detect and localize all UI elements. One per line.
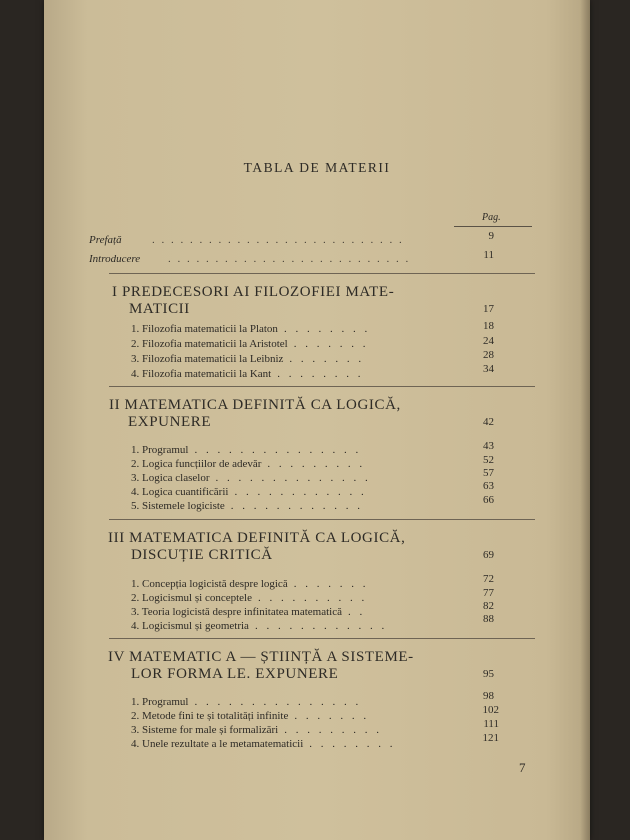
book-page: TABLA DE MATERII Pag. Prefață . . . . . . . . . . . . . . . . . . . . . . . . . . . 9 Introducere . . . . . . . . . . . . . . . . . . . . . . . . . . 11 I PREDECESORI AI FILOZOFIEI MATE- MATICII 17 1. Filozofia matematicii la Platon . . . . . . . . 18 2. Filozofia matematicii la Aristotel . . . . . . . 24 3. Filozofia matematicii la Leibniz . . . . . . . 28 4. Filozofia matematicii la Kant . . . . . . . . 34 II MATEMATICA DEFINITĂ CA LOGICĂ, EXPUNERE 42 1. Programul . . . . . . . . . . . . . . . 43 2. Logica funcțiilor de adevăr . . . . . . . . . 52 3. Logica claselor . . . . . . . . . . . . . . 57 4. Logica cuantificării . . . . . . . . . . . . 63 5. Sistemele logiciste . . . . . . . . . . . . 66 III MATEMATICA DEFINITĂ CA LOGICĂ, DISCUȚIE CRITICĂ 69 1. Concepția logicistă despre logică . . . . . . . 72 2. Logicismul și conceptele . . . . . . . . . . 77 3. Teoria logicistă despre infinitatea matematică . . 82 4. Logicismul și geometria . . . . . . . . . . . . 88 IV MATEMATIC A — ȘTIINȚĂ A SISTEME- LOR FORMA LE. EXPUNERE 95 1. Programul . . . . . . . . . . . . . . . 98 2. Metode fini te și totalități infinite . . . . . . . 102 3. Sisteme for male și formalizări . . . . . . . . . 111 4. Unele rezultate a le metamatematicii . . . . . . . . 121 7 [44, 0, 590, 840]
section-divider [109, 386, 535, 387]
toc-entry-preface: Prefață [89, 234, 122, 246]
chapter-title-cont: EXPUNERE [128, 414, 212, 430]
page-number-cell: 28 [483, 349, 494, 361]
toc-entry: 1. Filozofia matematicii la Platon . . . . . . . . [131, 323, 371, 335]
chapter-page: 42 [483, 416, 494, 428]
toc-entry: 4. Filozofia matematicii la Kant . . . . . . . . [131, 368, 364, 380]
page-column-underline [454, 226, 532, 227]
toc-entry: 5. Sistemele logiciste . . . . . . . . . . . . [131, 500, 364, 512]
page-number-cell: 66 [483, 494, 494, 506]
chapter-title: II MATEMATICA DEFINITĂ CA LOGICĂ, [109, 397, 401, 413]
toc-entry: 4. Logica cuantificării . . . . . . . . . . . . [131, 486, 367, 498]
page-number-cell: 88 [483, 613, 494, 625]
toc-entry: 2. Logicismul și conceptele . . . . . . . . . . [131, 592, 368, 604]
toc-entry: 2. Logica funcțiilor de adevăr . . . . . . . . . [131, 458, 366, 470]
page-number-cell: 121 [482, 732, 499, 744]
chapter-title-cont: MATICII [129, 301, 190, 317]
toc-entry: 4. Logicismul și geometria . . . . . . . . . . . . [131, 620, 388, 632]
page-number-cell: 9 [488, 230, 494, 242]
chapter-page: 17 [483, 303, 494, 315]
chapter-title: I PREDECESORI AI FILOZOFIEI MATE- [112, 284, 395, 300]
chapter-title: III MATEMATICA DEFINITĂ CA LOGICĂ, [108, 530, 406, 546]
section-divider [109, 519, 535, 520]
page-number-cell: 34 [483, 363, 494, 375]
page-number-cell: 98 [483, 690, 494, 702]
toc-entry: 1. Programul . . . . . . . . . . . . . . . [131, 696, 362, 708]
chapter-page: 69 [483, 549, 494, 561]
toc-entry: 3. Logica claselor . . . . . . . . . . . . . . [131, 472, 371, 484]
page-number-cell: 82 [483, 600, 494, 612]
chapter-title-cont: DISCUȚIE CRITICĂ [131, 547, 273, 563]
page-number-cell: 24 [483, 335, 494, 347]
toc-entry: 1. Concepția logicistă despre logică . . . . . . . [131, 578, 369, 590]
toc-entry: 3. Teoria logicistă despre infinitatea matematică . . [131, 606, 366, 618]
page-number-cell: 63 [483, 480, 494, 492]
section-divider [109, 273, 535, 274]
toc-entry: 3. Filozofia matematicii la Leibniz . . . . . . . [131, 353, 365, 365]
chapter-title-cont: LOR FORMA LE. EXPUNERE [131, 666, 339, 682]
toc-entry: 4. Unele rezultate a le metamatematicii . . . . . . . . [131, 738, 396, 750]
chapter-page: 95 [483, 668, 494, 680]
page-column-label: Pag. [482, 212, 501, 223]
page-number-cell: 43 [483, 440, 494, 452]
page-number-cell: 102 [482, 704, 499, 716]
toc-entry: 3. Sisteme for male și formalizări . . . . . . . . . [131, 724, 382, 736]
page-number-cell: 57 [483, 467, 494, 479]
toc-entry: 2. Metode fini te și totalități infinite . . . . . . . [131, 710, 370, 722]
page-number-cell: 11 [483, 249, 494, 261]
page-number-cell: 77 [483, 587, 494, 599]
toc-entry-introduction: Introducere [89, 253, 141, 265]
page-number: 7 [519, 760, 526, 775]
section-divider [109, 638, 535, 639]
page-title: TABLA DE MATERII [243, 160, 391, 175]
page-number-cell: 111 [483, 718, 499, 730]
page-number-cell: 52 [483, 454, 494, 466]
toc-entry: 2. Filozofia matematicii la Aristotel . . . . . . . [131, 338, 369, 350]
chapter-title: IV MATEMATIC A — ȘTIINȚĂ A SISTEME- [108, 649, 414, 665]
toc-entry: 1. Programul . . . . . . . . . . . . . . . [131, 444, 362, 456]
page-number-cell: 72 [483, 573, 494, 585]
page-number-cell: 18 [483, 320, 494, 332]
